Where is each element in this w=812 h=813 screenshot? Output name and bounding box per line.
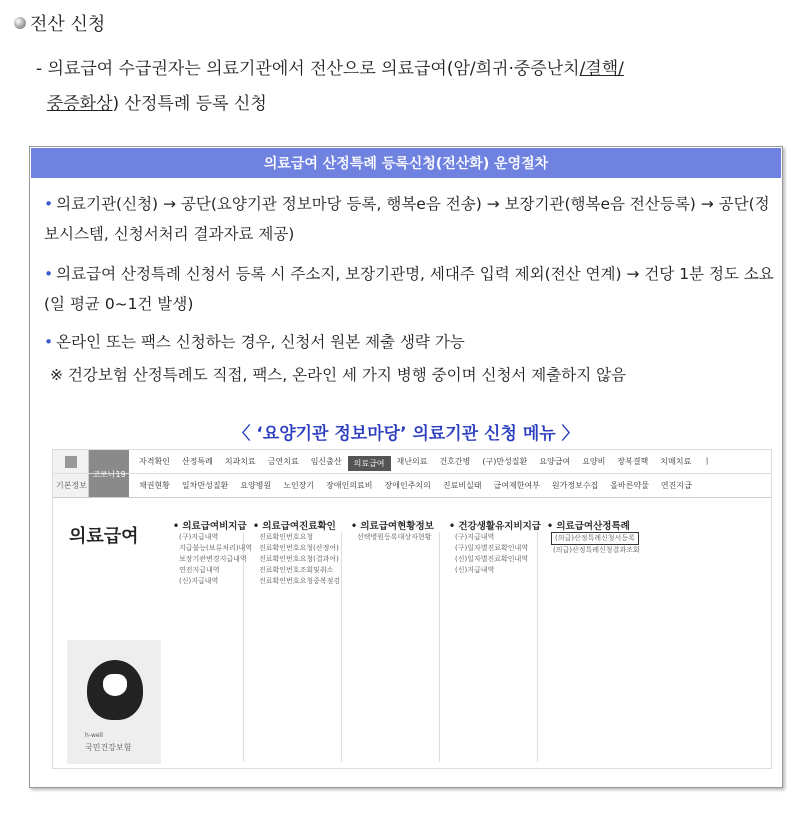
menu-column	[351, 518, 451, 543]
nav-item[interactable]: 장애인주치의	[384, 481, 431, 490]
nav-item[interactable]: 요양병원	[240, 481, 272, 490]
nav-item[interactable]: 치과치료	[224, 457, 256, 466]
divider	[439, 532, 440, 762]
menu-link[interactable]: 진료확인번호요청	[259, 533, 314, 541]
procedure-box-title: 의료급여 산정특례 등록신청(전산화) 운영절차	[31, 148, 781, 178]
menu-link[interactable]: 진료확인번호조회및취소	[259, 566, 334, 574]
nav-item[interactable]: (구)만성질환	[482, 457, 528, 466]
menu-column	[253, 518, 353, 587]
section-heading	[14, 10, 105, 36]
section-title: 전산 신청	[30, 14, 106, 35]
section-description	[36, 52, 796, 122]
logo-heart-icon	[103, 674, 127, 696]
logo-sub: h-well	[85, 732, 103, 739]
nav-item[interactable]: 노인장기	[283, 481, 315, 490]
menu-link[interactable]: (의급)산정특례신청결과조회	[553, 546, 640, 554]
menu-link[interactable]: (구)일자별진료확인내역	[455, 544, 529, 552]
nav-item[interactable]: 건호간병	[439, 457, 471, 466]
nav-item[interactable]: 금연치료	[267, 457, 299, 466]
menu-column-heading: • 의료급여산정특례	[547, 521, 630, 532]
procedure-bullet-1	[44, 189, 774, 249]
menu-column-heading: • 건강생활유지비지급	[449, 521, 541, 532]
bullet-dot-icon: •	[44, 333, 54, 351]
bullet-dot-icon: •	[44, 265, 54, 283]
menu-link[interactable]: 진료확인번호요청중복점검	[259, 577, 341, 585]
nav-item[interactable]: 요양비	[582, 457, 606, 466]
nav-item[interactable]: 치매치료	[660, 457, 692, 466]
menu-column-heading: • 의료급여비지급	[173, 521, 247, 532]
bullet-dot-icon: •	[44, 195, 54, 213]
nav-item[interactable]: 재난의료	[396, 457, 428, 466]
procedure-bullet-text: 온라인 또는 팩스 신청하는 경우, 신청서 원본 제출 생략 가능	[56, 333, 465, 351]
desc-text-1: - 의료급여 수급권자는 의료기관에서 전산으로 의료급여(암/희귀·중증난치	[36, 59, 580, 79]
desc-underlined-2: 중증화상	[46, 94, 113, 114]
menu-link[interactable]: (신)지급내역	[179, 577, 219, 585]
nav-item[interactable]: 임신출산	[310, 457, 342, 466]
nav-item[interactable]: 원가정보수집	[551, 481, 599, 490]
procedure-bullet-text: 의료기관(신청) → 공단(요양기관 정보마당 등록, 행복e음 전송) → 보장기관(행복e음 전산등록) → 공단(정보시스템, 신청서처리 결과자료 제공)	[44, 195, 770, 243]
nav-row-1	[53, 450, 772, 474]
menu-link[interactable]: 진료확인번호요청(결과여)	[259, 555, 339, 563]
menu-link[interactable]: 선택병원등록대상자현황	[357, 533, 432, 541]
corona-tab[interactable]: 코로나19	[89, 450, 129, 498]
nav-item[interactable]: 요양급여	[539, 457, 571, 466]
nav-item[interactable]: ㅣ	[703, 457, 711, 466]
menu-column-heading: • 의료급여현황정보	[351, 521, 434, 532]
logo-name: 국민건강보험	[85, 743, 132, 752]
menu-column	[449, 518, 549, 576]
menu-link[interactable]: 진료확인번호요청(산정여)	[259, 544, 339, 552]
menu-link[interactable]: (구)지급내역	[179, 533, 219, 541]
nav-item[interactable]: 채권현황	[139, 481, 170, 490]
home-label: 기본정보	[56, 481, 87, 490]
menu-link[interactable]: (신)지급내역	[455, 566, 495, 574]
embedded-screenshot	[52, 449, 772, 769]
procedure-note: ※ 건강보험 산정특례도 직접, 팩스, 온라인 세 가지 병행 중이며 신청서 제출하지 않음	[50, 366, 627, 384]
nav-item[interactable]: 장복결핵	[617, 457, 649, 466]
menu-heading: 〈 ‘요양기관 정보마당’ 의료기관 신청 메뉴 〉	[233, 424, 579, 444]
menu-column	[547, 518, 647, 556]
bullet-circle-icon	[14, 17, 26, 29]
menu-link[interactable]: (의급)산정특례신청서등록	[551, 532, 639, 545]
nav-item[interactable]: 일차만성질환	[181, 481, 229, 490]
menu-link[interactable]: (신)일자별진료확인내역	[455, 555, 529, 563]
nav-item[interactable]: 자격확인	[139, 457, 170, 466]
nav-item[interactable]: 올바른약물	[610, 481, 649, 490]
procedure-box	[29, 146, 783, 788]
desc-text-2: ) 산정특례 등록 신청	[112, 94, 267, 114]
desc-underlined-1: /결핵/	[579, 59, 624, 79]
nav-item[interactable]: 장애인의료비	[326, 481, 373, 490]
menu-column-heading: • 의료급여진료확인	[253, 521, 336, 532]
nav-item[interactable]: 연진지급	[660, 481, 692, 490]
procedure-bullet-3	[44, 327, 774, 357]
nav-item[interactable]: 의료급여	[348, 456, 391, 471]
nav-item[interactable]: 진료비실태	[442, 481, 482, 490]
nav-item[interactable]: 산정특례	[181, 457, 213, 466]
menu-page-title: 의료급여	[69, 526, 139, 547]
nhis-logo	[67, 640, 161, 764]
menu-link[interactable]: 지급불능(보류처리)내역	[179, 544, 253, 552]
procedure-bullet-text: 의료급여 산정특례 신청서 등록 시 주소지, 보장기관명, 세대주 입력 제외(전산 연계) → 건당 1분 정도 소요(일 평균 0~1건 발생)	[44, 265, 774, 313]
nav-item[interactable]: 급여제한여부	[493, 481, 540, 490]
procedure-bullet-2	[44, 259, 774, 319]
nav-row-2	[53, 474, 772, 498]
menu-link[interactable]: 연진지급내역	[179, 566, 220, 574]
menu-link[interactable]: (구)지급내역	[455, 533, 495, 541]
menu-link[interactable]: 보장기관변경지급내역	[179, 555, 247, 563]
